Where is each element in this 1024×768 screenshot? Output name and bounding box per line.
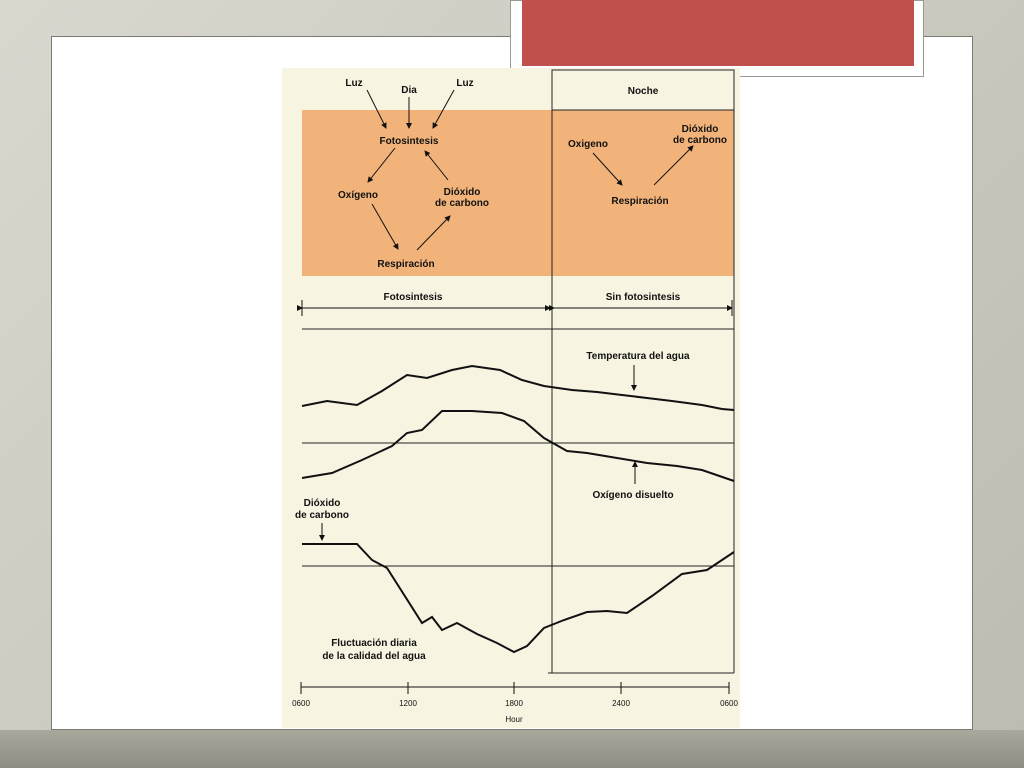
bottom-band	[0, 730, 1024, 768]
day-label: Dia	[401, 85, 417, 96]
x-tick-0600-end: 0600	[720, 699, 738, 708]
x-tick-2400: 2400	[612, 699, 630, 708]
photosynthesis-label: Fotosintesis	[379, 136, 439, 147]
figure-caption: Fluctuación diaria de la calidad del agua	[322, 638, 426, 662]
phase-day-label: Fotosintesis	[383, 292, 443, 303]
x-tick-1200: 1200	[399, 699, 417, 708]
title-placeholder[interactable]	[522, 0, 914, 66]
night-co2-label: Dióxido de carbono	[673, 124, 727, 146]
day-co2-label: Dióxido de carbono	[435, 187, 489, 209]
night-label: Noche	[627, 86, 659, 97]
temp-annotation: Temperatura del agua	[586, 351, 690, 362]
day-light-right: Luz	[456, 78, 474, 89]
day-oxygen-label: Oxígeno	[337, 190, 379, 201]
night-respiration-label: Respiración	[611, 196, 669, 207]
phase-night-label: Sin fotosintesis	[605, 292, 681, 303]
water-quality-figure	[282, 68, 740, 728]
co2-annotation: Dióxido de carbono	[295, 498, 349, 521]
x-tick-1800: 1800	[505, 699, 523, 708]
day-respiration-label: Respiración	[377, 259, 435, 270]
x-axis-label: Hour	[505, 715, 523, 724]
night-oxygen-label: Oxigeno	[567, 139, 609, 150]
day-light-left: Luz	[345, 78, 363, 89]
oxygen-annotation: Oxígeno disuelto	[592, 490, 674, 501]
x-tick-0600-start: 0600	[292, 699, 310, 708]
